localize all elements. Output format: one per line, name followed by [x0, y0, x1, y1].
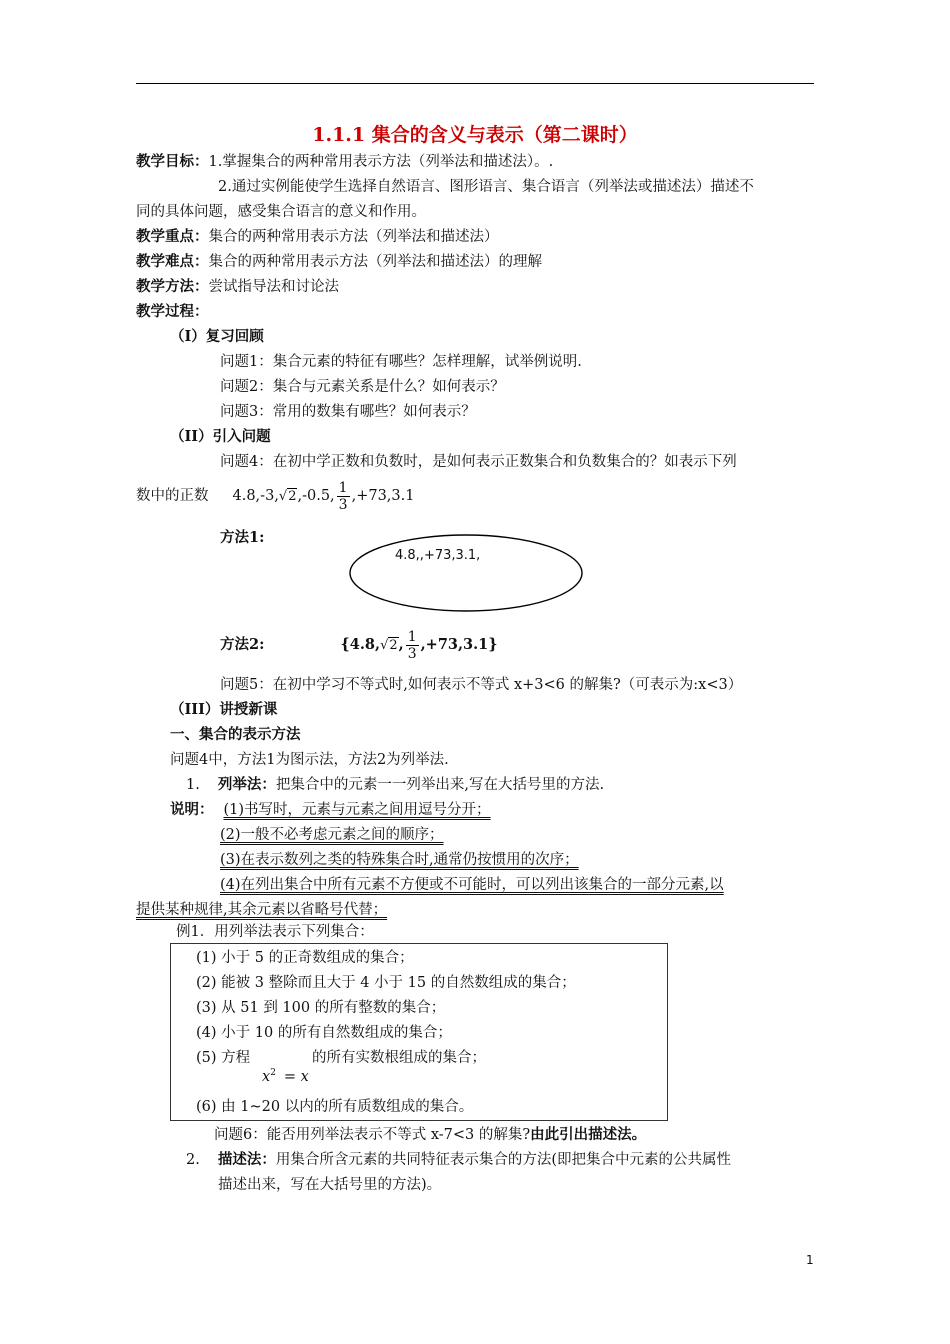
note-3: (3)在表示数列之类的特殊集合时,通常仍按惯用的次序； — [220, 852, 579, 868]
page-number: 1 — [806, 1253, 814, 1267]
method-label: 教学方法： — [136, 278, 209, 295]
section-new-lesson: （III）讲授新课 — [170, 701, 278, 718]
question-5: 问题5：在初中学习不等式时,如何表示不等式 x+3<6 的解集?（可表示为:x<3） — [220, 677, 743, 693]
goal-1: 1.掌握集合的两种常用表示方法（列举法和描述法）。. — [208, 154, 554, 170]
sqrt-radicand: 2 — [389, 638, 398, 653]
item-2-number: 2. — [186, 1152, 200, 1168]
item-2-definition-b: 描述出来，写在大括号里的方法)。 — [218, 1177, 442, 1193]
question-4-note: 问题4中，方法1为图示法，方法2为列举法. — [170, 752, 449, 768]
key-label: 教学重点： — [136, 228, 209, 245]
question-6 — [214, 1125, 646, 1145]
key-row — [136, 227, 499, 247]
example-item-6: (6) 由 1~20 以内的所有质数组成的集合。 — [196, 1099, 474, 1115]
q4-list-1: 4.8,-3, — [232, 488, 279, 504]
note-4-line-a: (4)在列出集合中所有元素不方便或不可能时，可以列出该集合的一部分元素,以 — [220, 877, 724, 893]
venn-ellipse — [348, 533, 584, 613]
fraction — [406, 629, 419, 662]
fraction — [337, 480, 350, 513]
q4-list-2: ,-0.5, — [297, 488, 335, 504]
item-1-definition: 把集合中的元素一一列举出来,写在大括号里的方法. — [275, 777, 605, 793]
fraction-numerator: 1 — [407, 628, 417, 645]
equation — [262, 1063, 309, 1087]
method-2-label: 方法2: — [220, 636, 265, 653]
page-title: 1.1.1 集合的含义与表示（第二课时） — [312, 124, 638, 146]
process-label: 教学过程： — [136, 303, 209, 320]
example-item-5-prefix: (5) 方程 — [196, 1050, 251, 1066]
example-item-4: (4) 小于 10 的所有自然数组成的集合； — [196, 1025, 452, 1041]
goals-row — [136, 152, 553, 172]
section-intro: （II）引入问题 — [170, 428, 271, 445]
item-2-definition-a: 用集合所含元素的共同特征表示集合的方法(即把集合中元素的公共属性 — [275, 1152, 731, 1168]
goals-label: 教学目标： — [136, 153, 209, 170]
example-1-heading: 例1．用列举法表示下列集合： — [176, 924, 374, 940]
item-1-row — [186, 775, 604, 795]
question-6-text: 问题6：能否用列举法表示不等式 x-7<3 的解集? — [214, 1127, 531, 1143]
q4-list-3: ,+73,3.1 — [351, 488, 415, 504]
method-2-open: {4.8, — [340, 636, 381, 653]
header-rule — [136, 83, 814, 84]
section-review: （I）复习回顾 — [170, 328, 264, 345]
equation-rhs: = x — [283, 1068, 309, 1085]
difficulty-text: 集合的两种常用表示方法（列举法和描述法）的理解 — [208, 254, 542, 270]
note-1: (1)书写时，元素与元素之间用逗号分开； — [223, 802, 491, 818]
question-3: 问题3：常用的数集有哪些？如何表示？ — [220, 404, 476, 420]
sqrt-symbol: √2 — [278, 489, 297, 504]
note-label: 说明： — [170, 801, 214, 818]
key-text: 集合的两种常用表示方法（列举法和描述法） — [208, 229, 499, 245]
method-row — [136, 277, 339, 297]
question-1: 问题1：集合元素的特征有哪些？怎样理解，试举例说明. — [220, 354, 582, 370]
method-2-close: ,+73,3.1} — [420, 636, 498, 653]
equation-exponent: 2 — [270, 1068, 276, 1078]
question-6-conclusion: 由此引出描述法。 — [530, 1126, 647, 1143]
fraction-denominator: 3 — [338, 496, 348, 513]
subsection-representation: 一、集合的表示方法 — [170, 726, 301, 743]
sqrt-symbol: √2 — [380, 638, 398, 653]
example-item-3: (3) 从 51 到 100 的所有整数的集合； — [196, 1000, 446, 1016]
question-4-line-b — [136, 478, 414, 515]
item-1-term: 列举法： — [217, 776, 276, 793]
example-item-5-suffix: 的所有实数根组成的集合； — [312, 1050, 486, 1066]
note-row-1 — [170, 800, 491, 820]
ellipse-text: 4.8,,+73,3.1, — [395, 548, 481, 563]
example-item-2: (2) 能被 3 整除而且大于 4 小于 15 的自然数组成的集合； — [196, 975, 576, 991]
question-2: 问题2：集合与元素关系是什么？如何表示？ — [220, 379, 505, 395]
example-item-1: (1) 小于 5 的正奇数组成的集合； — [196, 950, 414, 966]
fraction-denominator: 3 — [407, 645, 417, 662]
sqrt-radicand: 2 — [288, 489, 297, 504]
method-2-row — [220, 627, 498, 664]
note-2: (2)一般不必考虑元素之间的顺序； — [220, 827, 444, 843]
note-4-line-b: 提供某种规律,其余元素以省略号代替； — [136, 902, 388, 918]
difficulty-label: 教学难点： — [136, 253, 209, 270]
q4-prefix: 数中的正数 — [136, 488, 209, 504]
item-1-number: 1. — [186, 777, 200, 793]
item-2-row — [186, 1150, 731, 1170]
method-2-mid: , — [398, 636, 404, 653]
method-1-label: 方法1: — [220, 529, 265, 546]
goal-2-line-a: 2.通过实例能使学生选择自然语言、图形语言、集合语言（列举法或描述法）描述不 — [218, 179, 754, 195]
item-2-term: 描述法： — [217, 1151, 276, 1168]
fraction-numerator: 1 — [338, 479, 348, 496]
method-text: 尝试指导法和讨论法 — [208, 279, 339, 295]
equation-x: x — [262, 1068, 271, 1085]
goal-2-line-b: 同的具体问题，感受集合语言的意义和作用。 — [136, 204, 426, 220]
question-4-line-a: 问题4：在初中学正数和负数时，是如何表示正数集合和负数集合的？如表示下列 — [220, 454, 737, 470]
difficulty-row — [136, 252, 542, 272]
